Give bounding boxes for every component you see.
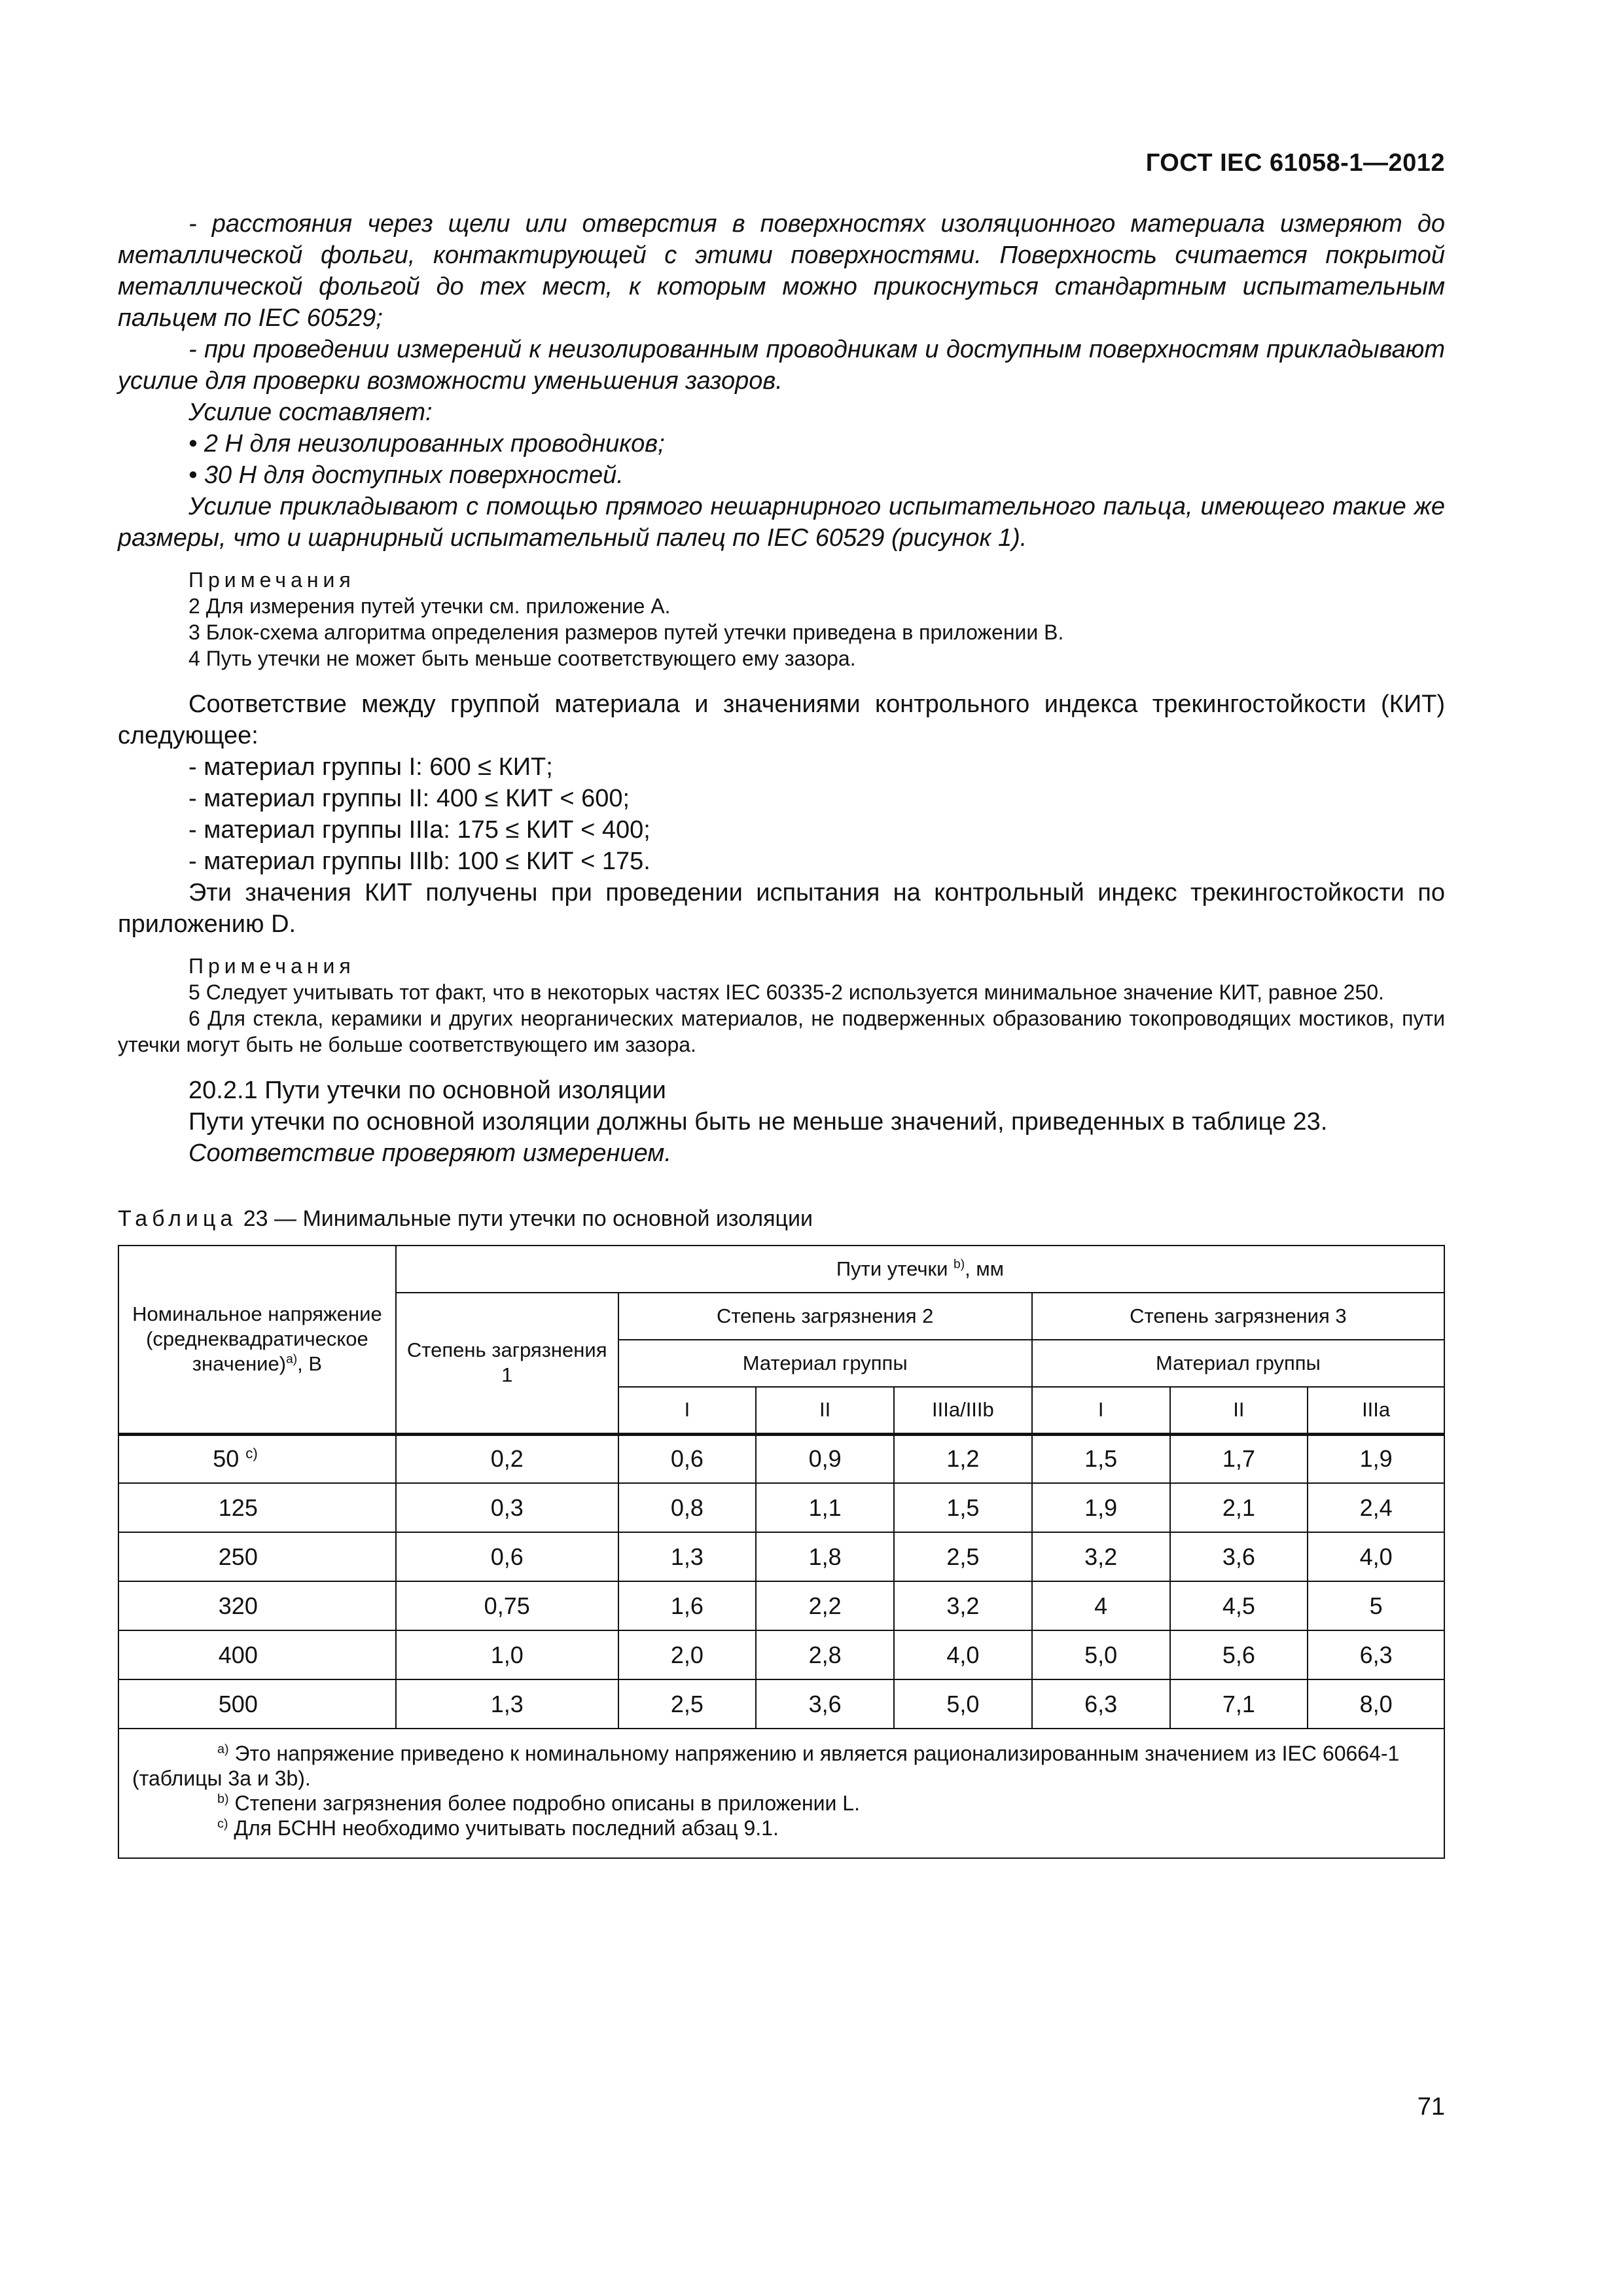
section-text: Пути утечки по основной изоляции должны быть не меньше значений, приведенных в таблице 23. bbox=[188, 1108, 1328, 1136]
table-row bbox=[118, 1483, 1444, 1532]
voltage-cell: 50 $^{c)}$ bbox=[118, 1434, 396, 1483]
header-group-ii-pd3: II bbox=[1170, 1387, 1308, 1434]
header-pollution-degree-1: Степень загрязнения 1 bbox=[396, 1293, 618, 1434]
section-check: Соответствие проверяют измерением. bbox=[188, 1139, 671, 1167]
value-cell: 3,6 bbox=[1170, 1532, 1308, 1581]
value-cell: 0,75 bbox=[396, 1581, 618, 1630]
note-4: 4 Путь утечки не может быть меньше соответствующего ему зазора. bbox=[188, 647, 856, 670]
table-row bbox=[118, 1630, 1444, 1679]
note-5: 5 Следует учитывать тот факт, что в некоторых частях IEC 60335-2 используется минимальное значение КИТ, равное 250. bbox=[188, 980, 1384, 1004]
note-6: 6 Для стекла, керамики и других неорганических материалов, не подверженных образованию токопроводящих мостиков, пути утечки могут быть не больше соответствующего им зазора. bbox=[118, 1007, 1445, 1056]
footnote-b: $^{b)}$ Степени загрязнения более подробно описаны в приложении L. bbox=[217, 1791, 860, 1815]
header-creepage: Пути утечки $^{b)}$, мм bbox=[396, 1246, 1444, 1293]
value-cell: 0,3 bbox=[396, 1483, 618, 1532]
value-cell: 6,3 bbox=[1032, 1679, 1170, 1729]
table-caption bbox=[118, 1203, 1445, 1234]
header-voltage: Номинальное напряжение (среднеквадратическое значение)$^{а)}$, В bbox=[118, 1246, 396, 1434]
voltage-cell: 250 bbox=[118, 1532, 396, 1581]
cti-outro: Эти значения КИТ получены при проведении испытания на контрольный индекс трекингостойкости по приложению D. bbox=[118, 879, 1445, 938]
footnote-a: $^{а)}$ Это напряжение приведено к номинальному напряжению и является рационализированным значением из IEC 60664-1 (таблицы 3а и 3b). bbox=[132, 1742, 1400, 1790]
force-item-a: • 2 Н для неизолированных проводников; bbox=[188, 430, 665, 457]
header-group-iiia-pd3: IIIa bbox=[1308, 1387, 1444, 1434]
cti-intro: Соответствие между группой материала и значениями контрольного индекса трекингостойкости (КИТ) следующее: bbox=[118, 691, 1445, 749]
table-caption-title: 23 — Минимальные пути утечки по основной изоляции bbox=[237, 1206, 813, 1231]
table-footnotes-row bbox=[118, 1729, 1444, 1858]
header-pollution-degree-2: Степень загрязнения 2 bbox=[618, 1293, 1032, 1340]
notes-heading-1: Примечания bbox=[188, 568, 355, 592]
value-cell: 4 bbox=[1032, 1581, 1170, 1630]
value-cell: 2,5 bbox=[618, 1679, 757, 1729]
value-cell: 1,1 bbox=[756, 1483, 894, 1532]
table-row bbox=[118, 1679, 1444, 1729]
table-row bbox=[118, 1532, 1444, 1581]
voltage-cell: 400 bbox=[118, 1630, 396, 1679]
table-row bbox=[118, 1434, 1444, 1483]
voltage-cell: 500 bbox=[118, 1679, 396, 1729]
table-caption-prefix: Таблица bbox=[118, 1206, 238, 1231]
value-cell: 1,7 bbox=[1170, 1434, 1308, 1483]
creepage-table bbox=[118, 1245, 1445, 1859]
value-cell: 1,3 bbox=[396, 1679, 618, 1729]
value-cell: 3,6 bbox=[756, 1679, 894, 1729]
document-page bbox=[118, 0, 1445, 2296]
value-cell: 1,5 bbox=[1032, 1434, 1170, 1483]
footnote-c: $^{c)}$ Для БСНН необходимо учитывать последний абзац 9.1. bbox=[217, 1816, 779, 1840]
notes-heading-2: Примечания bbox=[188, 954, 355, 978]
header-group-i-pd3: I bbox=[1032, 1387, 1170, 1434]
value-cell: 6,3 bbox=[1308, 1630, 1444, 1679]
value-cell: 2,4 bbox=[1308, 1483, 1444, 1532]
value-cell: 4,5 bbox=[1170, 1581, 1308, 1630]
document-header: ГОСТ IEC 61058-1—2012 bbox=[1145, 149, 1445, 177]
voltage-cell: 125 bbox=[118, 1483, 396, 1532]
value-cell: 2,0 bbox=[618, 1630, 757, 1679]
force-label: Усилие составляет: bbox=[188, 399, 433, 426]
value-cell: 1,2 bbox=[894, 1434, 1032, 1483]
table-footnotes bbox=[118, 1729, 1444, 1858]
value-cell: 5,0 bbox=[1032, 1630, 1170, 1679]
value-cell: 3,2 bbox=[894, 1581, 1032, 1630]
intro-item-2: - при проведении измерений к неизолированным проводникам и доступным поверхностям прикладывают усилие для проверки возможности уменьшения зазоров. bbox=[118, 336, 1445, 395]
document-body bbox=[118, 208, 1445, 1859]
value-cell: 5,0 bbox=[894, 1679, 1032, 1729]
intro-item-1: - расстояния через щели или отверстия в поверхностях изоляционного материала измеряют до металлической фольги, контактирующей с этими поверхностями. Поверхность считается покрытой металлической фольгой до тех мест, к которым можно прикоснуться стандартным испытательным пальцем по IEC 60529; bbox=[118, 210, 1445, 332]
header-group-ii-pd2: II bbox=[756, 1387, 894, 1434]
value-cell: 0,8 bbox=[618, 1483, 757, 1532]
page-number: 71 bbox=[1417, 2093, 1445, 2121]
value-cell: 1,5 bbox=[894, 1483, 1032, 1532]
table-row bbox=[118, 1581, 1444, 1630]
cti-group-2: - материал группы II: 400 ≤ КИТ < 600; bbox=[188, 785, 630, 812]
value-cell: 2,8 bbox=[756, 1630, 894, 1679]
value-cell: 1,9 bbox=[1032, 1483, 1170, 1532]
header-pollution-degree-3: Степень загрязнения 3 bbox=[1032, 1293, 1444, 1340]
value-cell: 1,3 bbox=[618, 1532, 757, 1581]
value-cell: 0,6 bbox=[618, 1434, 757, 1483]
header-material-group-pd3: Материал группы bbox=[1032, 1340, 1444, 1387]
cti-group-1: - материал группы I: 600 ≤ КИТ; bbox=[188, 753, 553, 781]
value-cell: 3,2 bbox=[1032, 1532, 1170, 1581]
value-cell: 1,0 bbox=[396, 1630, 618, 1679]
value-cell: 2,2 bbox=[756, 1581, 894, 1630]
value-cell: 1,8 bbox=[756, 1532, 894, 1581]
value-cell: 5,6 bbox=[1170, 1630, 1308, 1679]
value-cell: 2,5 bbox=[894, 1532, 1032, 1581]
section-title: 20.2.1 Пути утечки по основной изоляции bbox=[188, 1077, 666, 1104]
cti-group-4: - материал группы IIIb: 100 ≤ КИТ < 175. bbox=[188, 848, 651, 875]
note-2: 2 Для измерения путей утечки см. приложение А. bbox=[188, 594, 671, 618]
value-cell: 8,0 bbox=[1308, 1679, 1444, 1729]
force-item-b: • 30 Н для доступных поверхностей. bbox=[188, 461, 624, 489]
voltage-cell: 320 bbox=[118, 1581, 396, 1630]
note-3: 3 Блок-схема алгоритма определения размеров путей утечки приведена в приложении В. bbox=[188, 620, 1064, 644]
header-group-iiia-iiib-pd2: IIIa/IIIb bbox=[894, 1387, 1032, 1434]
header-material-group-pd2: Материал группы bbox=[618, 1340, 1032, 1387]
force-note: Усилие прикладывают с помощью прямого нешарнирного испытательного пальца, имеющего такие же размеры, что и шарнирный испытательный палец по IEC 60529 (рисунок 1). bbox=[118, 493, 1445, 552]
value-cell: 0,2 bbox=[396, 1434, 618, 1483]
header-group-i-pd2: I bbox=[618, 1387, 757, 1434]
value-cell: 1,9 bbox=[1308, 1434, 1444, 1483]
value-cell: 4,0 bbox=[1308, 1532, 1444, 1581]
value-cell: 4,0 bbox=[894, 1630, 1032, 1679]
value-cell: 1,6 bbox=[618, 1581, 757, 1630]
value-cell: 7,1 bbox=[1170, 1679, 1308, 1729]
value-cell: 5 bbox=[1308, 1581, 1444, 1630]
cti-group-3: - материал группы IIIa: 175 ≤ КИТ < 400; bbox=[188, 816, 651, 844]
value-cell: 2,1 bbox=[1170, 1483, 1308, 1532]
value-cell: 0,9 bbox=[756, 1434, 894, 1483]
value-cell: 0,6 bbox=[396, 1532, 618, 1581]
